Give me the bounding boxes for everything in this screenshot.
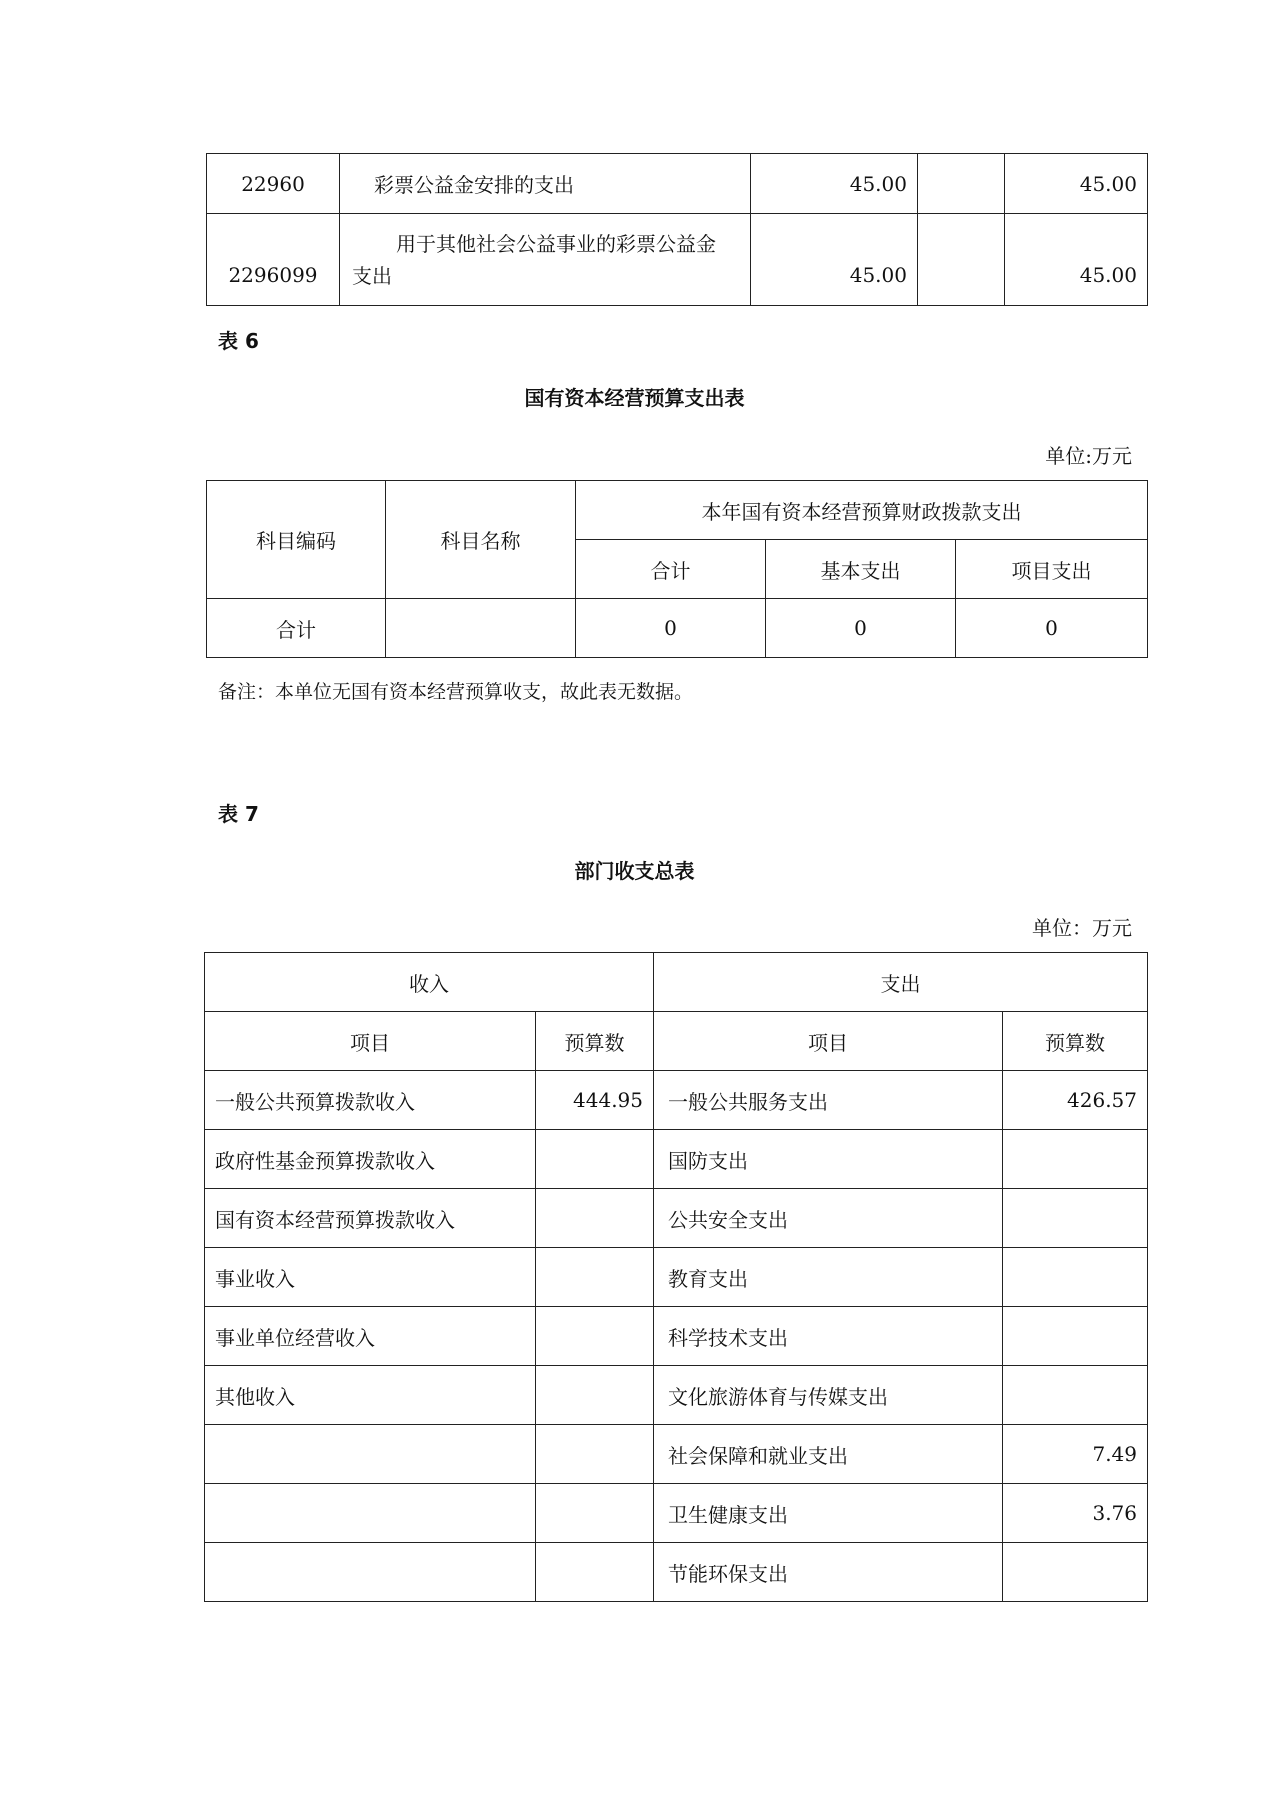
income-amount [536,1189,654,1248]
table6-unit: 单位:万元 [1045,444,1132,468]
income-amount [536,1248,654,1307]
subject-code: 22960 [207,154,340,214]
header-project: 项目支出 [956,540,1148,599]
income-amount [536,1543,654,1602]
row-basic: 0 [766,599,956,658]
income-amount [536,1366,654,1425]
header-expense: 支出 [654,953,1148,1012]
expense-amount [1003,1189,1148,1248]
header-subject-code: 科目编码 [207,481,386,599]
header-expense-item: 项目 [654,1012,1003,1071]
expense-item: 教育支出 [654,1248,1003,1307]
income-amount: 444.95 [536,1071,654,1130]
total-amount: 45.00 [751,214,918,306]
header-total: 合计 [576,540,766,599]
dept-income-expense-table [204,952,1148,1602]
header-income-budget: 预算数 [536,1012,654,1071]
income-item: 政府性基金预算拨款收入 [205,1130,536,1189]
subject-name: 彩票公益金安排的支出 [340,154,751,214]
table-row [205,1484,1148,1543]
table6-title: 国有资本经营预算支出表 [524,386,745,410]
expense-item: 文化旅游体育与传媒支出 [654,1366,1003,1425]
expense-amount [1003,1248,1148,1307]
income-item [205,1484,536,1543]
basic-amount [918,214,1005,306]
expense-item: 国防支出 [654,1130,1003,1189]
table7-label: 表 7 [218,802,259,826]
income-item: 一般公共预算拨款收入 [205,1071,536,1130]
income-amount [536,1484,654,1543]
income-item: 其他收入 [205,1366,536,1425]
total-amount: 45.00 [751,154,918,214]
subject-code: 2296099 [207,214,340,306]
table-row [205,1248,1148,1307]
expense-item: 社会保障和就业支出 [654,1425,1003,1484]
table6-label: 表 6 [218,329,259,353]
header-basic: 基本支出 [766,540,956,599]
expense-amount: 426.57 [1003,1071,1148,1130]
table-row [207,154,1148,214]
subject-name-line1: 用于其他社会公益事业的彩票公益金 [396,231,716,256]
expense-item: 卫生健康支出 [654,1484,1003,1543]
subject-name-line2: 支出 [352,263,392,288]
expense-amount [1003,1307,1148,1366]
income-item: 事业收入 [205,1248,536,1307]
row-name [386,599,576,658]
table-header-row [205,1012,1148,1071]
table7-title: 部门收支总表 [574,859,695,883]
row-total: 0 [576,599,766,658]
table-header-row [205,953,1148,1012]
income-amount [536,1130,654,1189]
expense-amount [1003,1130,1148,1189]
table6-note: 备注：本单位无国有资本经营预算收支，故此表无数据。 [218,681,694,703]
subject-name [340,214,751,306]
basic-amount [918,154,1005,214]
table-row [207,214,1148,306]
expense-amount: 3.76 [1003,1484,1148,1543]
expense-item: 公共安全支出 [654,1189,1003,1248]
header-expense-budget: 预算数 [1003,1012,1148,1071]
table-row [205,1189,1148,1248]
row-project: 0 [956,599,1148,658]
table-row [207,599,1148,658]
income-item [205,1543,536,1602]
table-row [205,1425,1148,1484]
table-header-row [207,481,1148,540]
expense-amount: 7.49 [1003,1425,1148,1484]
expense-amount [1003,1366,1148,1425]
expense-item: 节能环保支出 [654,1543,1003,1602]
project-amount: 45.00 [1005,214,1148,306]
header-income: 收入 [205,953,654,1012]
table-row [205,1071,1148,1130]
table7-unit: 单位：万元 [1032,916,1132,940]
income-item: 国有资本经营预算拨款收入 [205,1189,536,1248]
income-item: 事业单位经营收入 [205,1307,536,1366]
lottery-expense-table [206,153,1148,306]
row-total-label: 合计 [207,599,386,658]
table-row [205,1366,1148,1425]
header-subject-name: 科目名称 [386,481,576,599]
income-amount [536,1425,654,1484]
header-group: 本年国有资本经营预算财政拨款支出 [576,481,1148,540]
income-item [205,1425,536,1484]
expense-amount [1003,1543,1148,1602]
header-income-item: 项目 [205,1012,536,1071]
expense-item: 一般公共服务支出 [654,1071,1003,1130]
expense-item: 科学技术支出 [654,1307,1003,1366]
project-amount: 45.00 [1005,154,1148,214]
table-row [205,1543,1148,1602]
state-capital-expense-table [206,480,1148,658]
income-amount [536,1307,654,1366]
table-row [205,1307,1148,1366]
table-row [205,1130,1148,1189]
